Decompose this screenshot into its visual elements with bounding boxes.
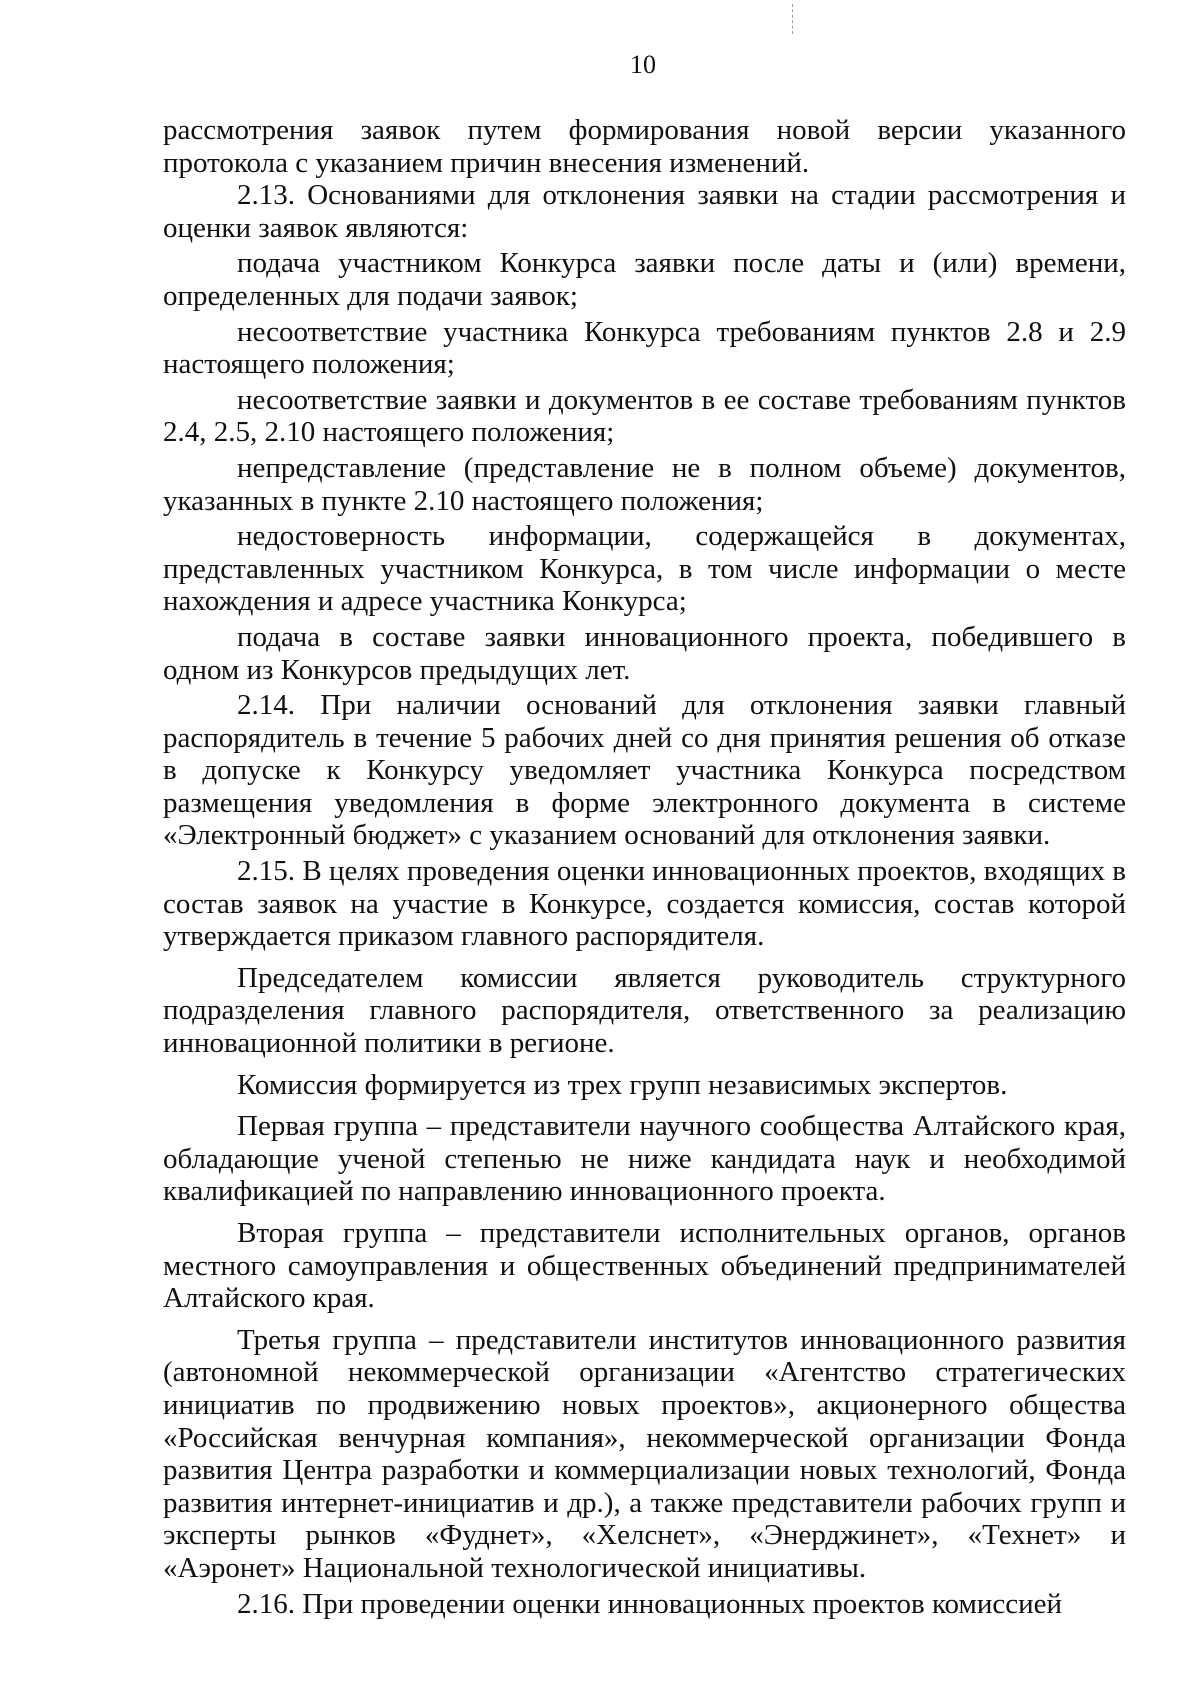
paragraph-group-two: Вторая группа – представители исполнительных органов, органов местного самоуправления и общественных объединений предпринимателей Алтайского края.: [163, 1217, 1126, 1315]
paragraph-group-three: Третья группа – представители институтов инновационного развития (автономной некоммерческой организации «Агентство стратегических инициатив по продвижению новых проектов», акционерного общества «Российская венчурная компания», некоммерческой организации Фонда развития Центра разработки и коммерциализации новых технологий, Фонда развития интернет-инициатив и др.), а также представители рабочих групп и эксперты рынков «Фуднет», «Хелснет», «Энерджинет», «Технет» и «Аэронет» Национальной технологической инициативы.: [163, 1323, 1126, 1584]
paragraph-continuation: рассмотрения заявок путем формирования новой версии указанного протокола с указанием причин внесения изменений.: [163, 114, 1126, 179]
scan-mark: [792, 4, 793, 34]
list-item-false-information: недостоверность информации, содержащейся в документах, представленных участником Конкурса, в том числе информации о месте нахождения и адресе участника Конкурса;: [163, 520, 1126, 618]
paragraph-2-14: 2.14. При наличии оснований для отклонения заявки главный распорядитель в течение 5 рабочих дней со дня принятия решения об отказе в допуске к Конкурсу уведомляет участника Конкурса посредством размещения уведомления в форме электронного документа в системе «Электронный бюджет» с указанием оснований для отклонения заявки.: [163, 689, 1126, 852]
paragraph-2-13: 2.13. Основаниями для отклонения заявки на стадии рассмотрения и оценки заявок являются:: [163, 179, 1126, 244]
list-item-late-submission: подача участником Конкурса заявки после даты и (или) времени, определенных для подачи заявок;: [163, 247, 1126, 312]
paragraph-group-one: Первая группа – представители научного сообщества Алтайского края, обладающие ученой степенью не ниже кандидата наук и необходимой квалификацией по направлению инновационного проекта.: [163, 1110, 1126, 1208]
paragraph-2-16: 2.16. При проведении оценки инновационных проектов комиссией: [237, 1587, 1063, 1620]
list-item-previous-winner: подача в составе заявки инновационного проекта, победившего в одном из Конкурсов предыдущих лет.: [163, 620, 1126, 686]
list-item-missing-documents: непредставление (представление не в полном объеме) документов, указанных в пункте 2.10 настоящего положения;: [163, 451, 1126, 517]
list-item-participant-noncompliance: несоответствие участника Конкурса требованиям пунктов 2.8 и 2.9 настоящего положения;: [163, 315, 1126, 381]
list-item-application-noncompliance: несоответствие заявки и документов в ее составе требованиям пунктов 2.4, 2.5, 2.10 настоящего положения;: [163, 383, 1126, 449]
paragraph-commission-groups: Комиссия формируется из трех групп независимых экспертов.: [237, 1068, 1008, 1101]
page-number: 10: [630, 50, 656, 79]
paragraph-commission-chair: Председателем комиссии является руководитель структурного подразделения главного распорядителя, ответственного за реализацию инновационной политики в регионе.: [163, 961, 1126, 1060]
paragraph-2-15: 2.15. В целях проведения оценки инновационных проектов, входящих в состав заявок на участие в Конкурсе, создается комиссия, состав которой утверждается приказом главного распорядителя.: [163, 855, 1126, 953]
document-body: [163, 114, 1126, 1620]
